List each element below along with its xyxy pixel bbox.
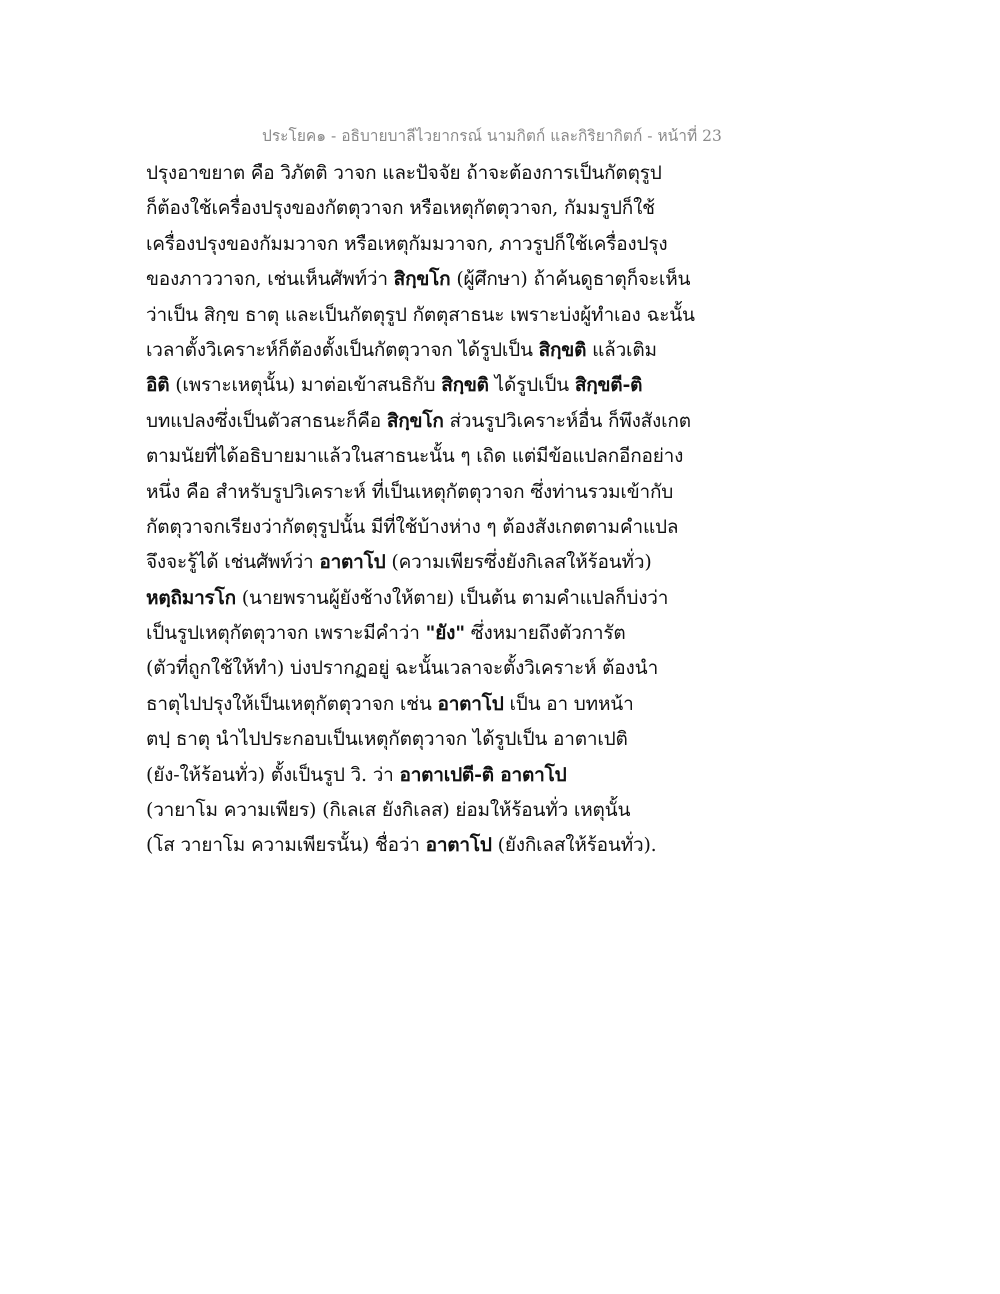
body-text <box>146 158 706 866</box>
text-line <box>146 300 706 335</box>
bold-term: "ยัง" <box>425 622 465 645</box>
bold-term: สิกฺขตี-ติ <box>574 374 643 397</box>
text-span: (เพราะเหตุนั้น) มาต่อเข้าสนธิกับ <box>169 374 442 397</box>
text-line <box>146 370 706 405</box>
text-line <box>146 229 706 264</box>
text-line <box>146 441 706 476</box>
bold-term: อาตาเปตี-ติ อาตาโป <box>399 763 567 786</box>
text-span: บทแปลงซึ่งเป็นตัวสาธนะก็คือ <box>146 409 387 432</box>
text-span: หนึ่ง คือ สำหรับรูปวิเคราะห์ ที่เป็นเหตุกัตตุวาจก ซึ่งท่านรวมเข้ากับ <box>146 480 674 503</box>
text-span: ซึ่งหมายถึงตัวการัต <box>464 622 626 645</box>
text-span: ตามนัยที่ได้อธิบายมาแล้วในสาธนะนั้น ๆ เถิด แต่มีข้อแปลกอีกอย่าง <box>146 445 684 468</box>
text-span: (ความเพียรซึ่งยังกิเลสให้ร้อนทั่ว) <box>385 551 652 574</box>
text-span: (วายาโม ความเพียร) (กิเลเส ยังกิเลส) ย่อมให้ร้อนทั่ว เหตุนั้น <box>146 799 631 822</box>
bold-term: อาตาโป <box>319 551 386 574</box>
text-span: ของภาววาจก, เช่นเห็นศัพท์ว่า <box>146 268 394 291</box>
text-line <box>146 583 706 618</box>
text-span: ธาตุไปปรุงให้เป็นเหตุกัตตุวาจก เช่น <box>146 692 438 715</box>
text-line <box>146 795 706 830</box>
text-span: ก็ต้องใช้เครื่องปรุงของกัตตุวาจก หรือเหตุกัตตุวาจก, กัมมรูปก็ใช้ <box>146 197 655 220</box>
text-span: เครื่องปรุงของกัมมวาจก หรือเหตุกัมมวาจก, ภาวรูปก็ใช้เครื่องปรุง <box>146 232 668 255</box>
text-span: เป็นรูปเหตุกัตตุวาจก เพราะมีคำว่า <box>146 622 426 645</box>
text-line <box>146 830 706 865</box>
text-line <box>146 724 706 759</box>
text-span: กัตตุวาจกเรียงว่ากัตตุรูปนั้น มีที่ใช้บ้างห่าง ๆ ต้องสังเกตตามคำแปล <box>146 515 679 538</box>
text-line <box>146 760 706 795</box>
text-span: เวลาตั้งวิเคราะห์ก็ต้องตั้งเป็นกัตตุวาจก ได้รูปเป็น <box>146 338 539 361</box>
bold-term: สิกฺขโก <box>386 409 444 432</box>
text-span: เป็น อา บทหน้า <box>503 692 634 715</box>
text-span: ตปฺ ธาตุ นำไปประกอบเป็นเหตุกัตตุวาจก ได้รูปเป็น อาตาเปติ <box>146 728 628 751</box>
bold-term: สิกฺขโก <box>393 268 451 291</box>
bold-term: อาตาโป <box>425 834 492 857</box>
bold-term: อาตาโป <box>437 692 504 715</box>
text-span: ปรุงอาขยาต คือ วิภัตติ วาจก และปัจจัย ถ้าจะต้องการเป็นกัตตุรูป <box>146 162 662 184</box>
text-span: (ยัง-ให้ร้อนทั่ว) ตั้งเป็นรูป วิ. ว่า <box>146 763 400 786</box>
text-span: (ตัวที่ถูกใช้ให้ทำ) บ่งปรากฏอยู่ ฉะนั้นเวลาจะตั้งวิเคราะห์ ต้องนำ <box>146 657 659 680</box>
text-span: ว่าเป็น สิกฺข ธาตุ และเป็นกัตตุรูป กัตตุสาธนะ เพราะบ่งผู้ทำเอง ฉะนั้น <box>146 303 695 326</box>
text-span: (ผู้ศึกษา) ถ้าค้นดูธาตุก็จะเห็น <box>450 268 691 291</box>
text-line <box>146 406 706 441</box>
text-line <box>146 264 706 299</box>
text-line <box>146 653 706 688</box>
text-span: ส่วนรูปวิเคราะห์อื่น ก็พึงสังเกต <box>443 409 691 432</box>
text-span: จึงจะรู้ได้ เช่นศัพท์ว่า <box>146 551 320 574</box>
text-span: แล้วเติม <box>586 338 657 361</box>
text-span: (ยังกิเลสให้ร้อนทั่ว). <box>491 834 657 857</box>
text-span: (นายพรานผู้ยังช้างให้ตาย) เป็นต้น ตามคำแปลก็บ่งว่า <box>235 586 669 609</box>
text-span: (โส วายาโม ความเพียรนั้น) ชื่อว่า <box>146 834 426 857</box>
bold-term: สิกฺขติ <box>441 374 489 397</box>
text-line <box>146 193 706 228</box>
text-line <box>146 689 706 724</box>
text-line <box>146 512 706 547</box>
text-line <box>146 618 706 653</box>
text-line <box>146 547 706 582</box>
text-span: ได้รูปเป็น <box>488 374 575 397</box>
bold-term: อิติ <box>146 374 170 397</box>
text-line <box>146 335 706 370</box>
text-line <box>146 158 706 193</box>
bold-term: สิกฺขติ <box>538 338 587 361</box>
page-header: ประโยค๑ - อธิบายบาลีไวยากรณ์ นามกิตก์ และกิริยากิตก์ - หน้าที่ 23 <box>262 127 722 145</box>
bold-term: หตฺถิมารโก <box>146 586 236 609</box>
text-line <box>146 477 706 512</box>
